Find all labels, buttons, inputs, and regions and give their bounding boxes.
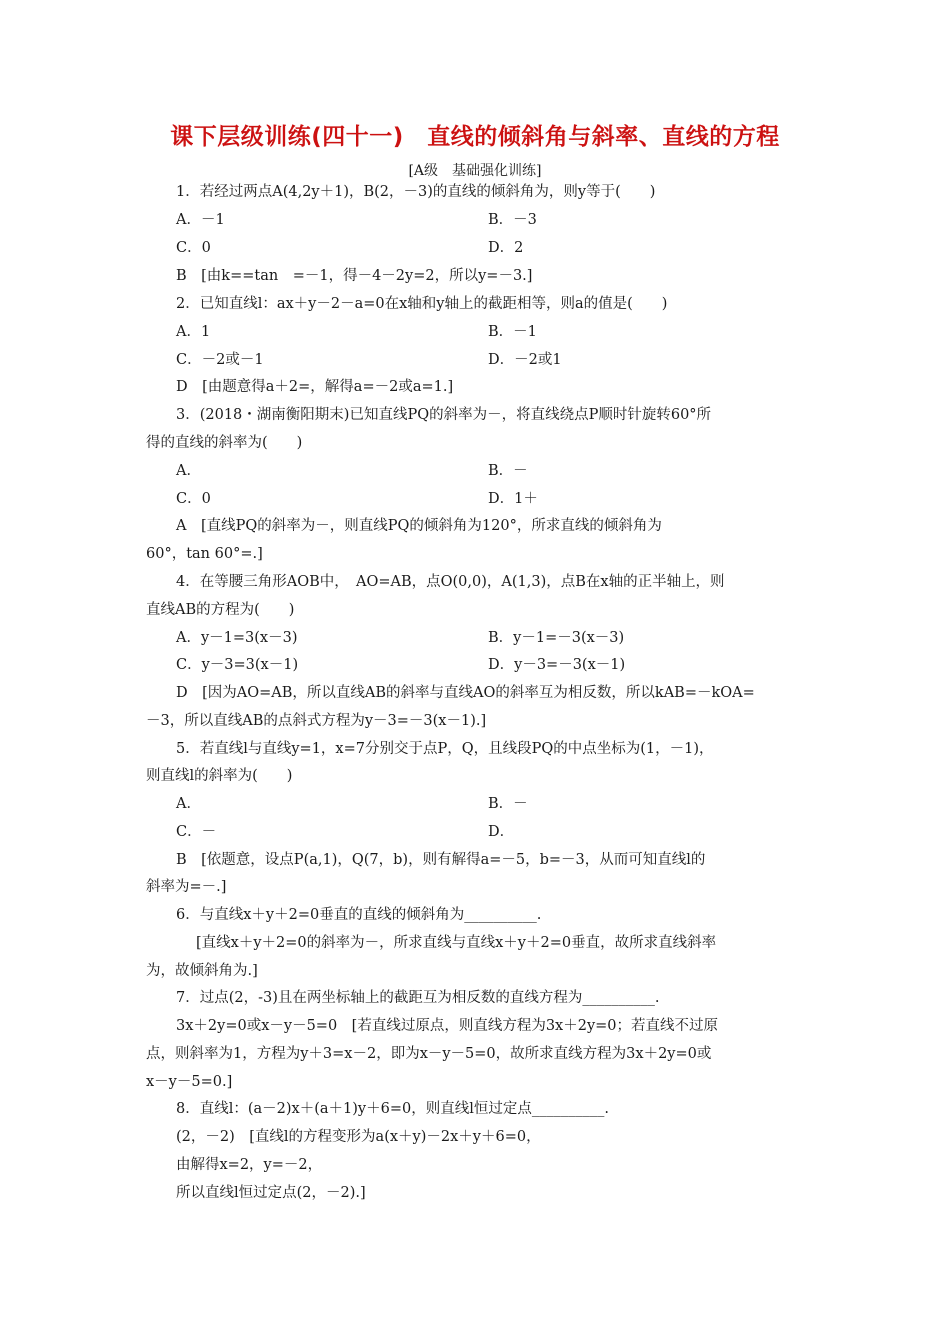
question-2: 2．已知直线l：ax＋y－2－a=0在x轴和y轴上的截距相等，则a的值是( ) <box>176 296 668 312</box>
option-b: B．y－1=－3(x－3) <box>488 630 625 646</box>
question-6: 6．与直线x＋y＋2=0垂直的直线的倾斜角为__________. <box>176 907 542 923</box>
option-a: A． <box>176 796 201 812</box>
page-title: 课下层级训练(四十一) 直线的倾斜角与斜率、直线的方程 <box>170 124 780 150</box>
option-b: B．－ <box>488 463 528 479</box>
answer-6-cont: 为，故倾斜角为.] <box>146 963 258 979</box>
answer-4-cont: －3，所以直线AB的点斜式方程为y－3=－3(x－1).] <box>146 713 487 729</box>
answer-6: [直线x＋y＋2=0的斜率为－，所求直线与直线x＋y＋2=0垂直，故所求直线斜率 <box>196 935 717 951</box>
option-a: A．－1 <box>176 212 225 228</box>
answer-8: (2，－2) [直线l的方程变形为a(x＋y)－2x＋y＋6=0， <box>176 1129 541 1145</box>
answer-7: 3x＋2y=0或x－y－5=0 [若直线过原点，则直线方程为3x＋2y=0；若直线不过原 <box>176 1018 719 1034</box>
option-d: D．1＋ <box>488 491 538 507</box>
question-4-cont: 直线AB的方程为( ) <box>146 602 295 618</box>
answer-8-cont: 由解得x=2，y=－2， <box>176 1157 323 1173</box>
answer-5: B [依题意，设点P(a,1)，Q(7，b)，则有解得a=－5，b=－3，从而可知直线l的 <box>176 852 706 868</box>
answer-3: A [直线PQ的斜率为－，则直线PQ的倾斜角为120°，所求直线的倾斜角为 <box>176 518 662 534</box>
question-3: 3．(2018・湖南衡阳期末)已知直线PQ的斜率为－，将直线绕点P顺时针旋转60°所 <box>176 407 712 423</box>
answer-7-cont: x－y－5=0.] <box>146 1074 233 1090</box>
section-heading: [A级 基础强化训练] <box>408 163 542 179</box>
option-a: A． <box>176 463 201 479</box>
option-d: D．2 <box>488 240 524 256</box>
option-d: D． <box>488 824 515 840</box>
answer-2: D [由题意得a＋2=，解得a=－2或a=1.] <box>176 379 454 395</box>
option-a: A．y－1=3(x－3) <box>176 630 298 646</box>
option-d: D．y－3=－3(x－1) <box>488 657 626 673</box>
answer-3-cont: 60°，tan 60°=.] <box>146 546 263 562</box>
question-1: 1．若经过两点A(4,2y＋1)，B(2，－3)的直线的倾斜角为，则y等于( ) <box>176 184 656 200</box>
option-c: C．y－3=3(x－1) <box>176 657 299 673</box>
answer-4: D [因为AO=AB，所以直线AB的斜率与直线AO的斜率互为相反数，所以kAB=－kOA= <box>176 685 755 701</box>
question-5: 5．若直线l与直线y=1，x=7分别交于点P，Q，且线段PQ的中点坐标为(1，－1)， <box>176 741 714 757</box>
option-a: A．1 <box>176 324 211 340</box>
option-b: B．－1 <box>488 324 537 340</box>
answer-5-cont: 斜率为=－.] <box>146 879 227 895</box>
answer-1: B [由k==tan =－1，得－4－2y=2，所以y=－3.] <box>176 268 533 284</box>
option-c: C．－ <box>176 824 217 840</box>
answer-7-cont: 点，则斜率为1，方程为y＋3=x－2，即为x－y－5=0，故所求直线方程为3x＋2y=0或 <box>146 1046 712 1062</box>
question-3-cont: 得的直线的斜率为( ) <box>146 435 303 451</box>
option-c: C．0 <box>176 240 211 256</box>
option-d: D．－2或1 <box>488 352 562 368</box>
question-4: 4．在等腰三角形AOB中， AO=AB，点O(0,0)，A(1,3)，点B在x轴的正半轴上，则 <box>176 574 725 590</box>
question-8: 8．直线l：(a－2)x＋(a＋1)y＋6=0，则直线l恒过定点__________. <box>176 1101 609 1117</box>
option-b: B．－3 <box>488 212 537 228</box>
question-7: 7．过点(2，-3)且在两坐标轴上的截距互为相反数的直线方程为__________. <box>176 990 660 1006</box>
question-5-cont: 则直线l的斜率为( ) <box>146 768 293 784</box>
option-c: C．－2或－1 <box>176 352 264 368</box>
option-c: C．0 <box>176 491 211 507</box>
answer-8-cont: 所以直线l恒过定点(2，－2).] <box>176 1185 366 1201</box>
option-b: B．－ <box>488 796 528 812</box>
